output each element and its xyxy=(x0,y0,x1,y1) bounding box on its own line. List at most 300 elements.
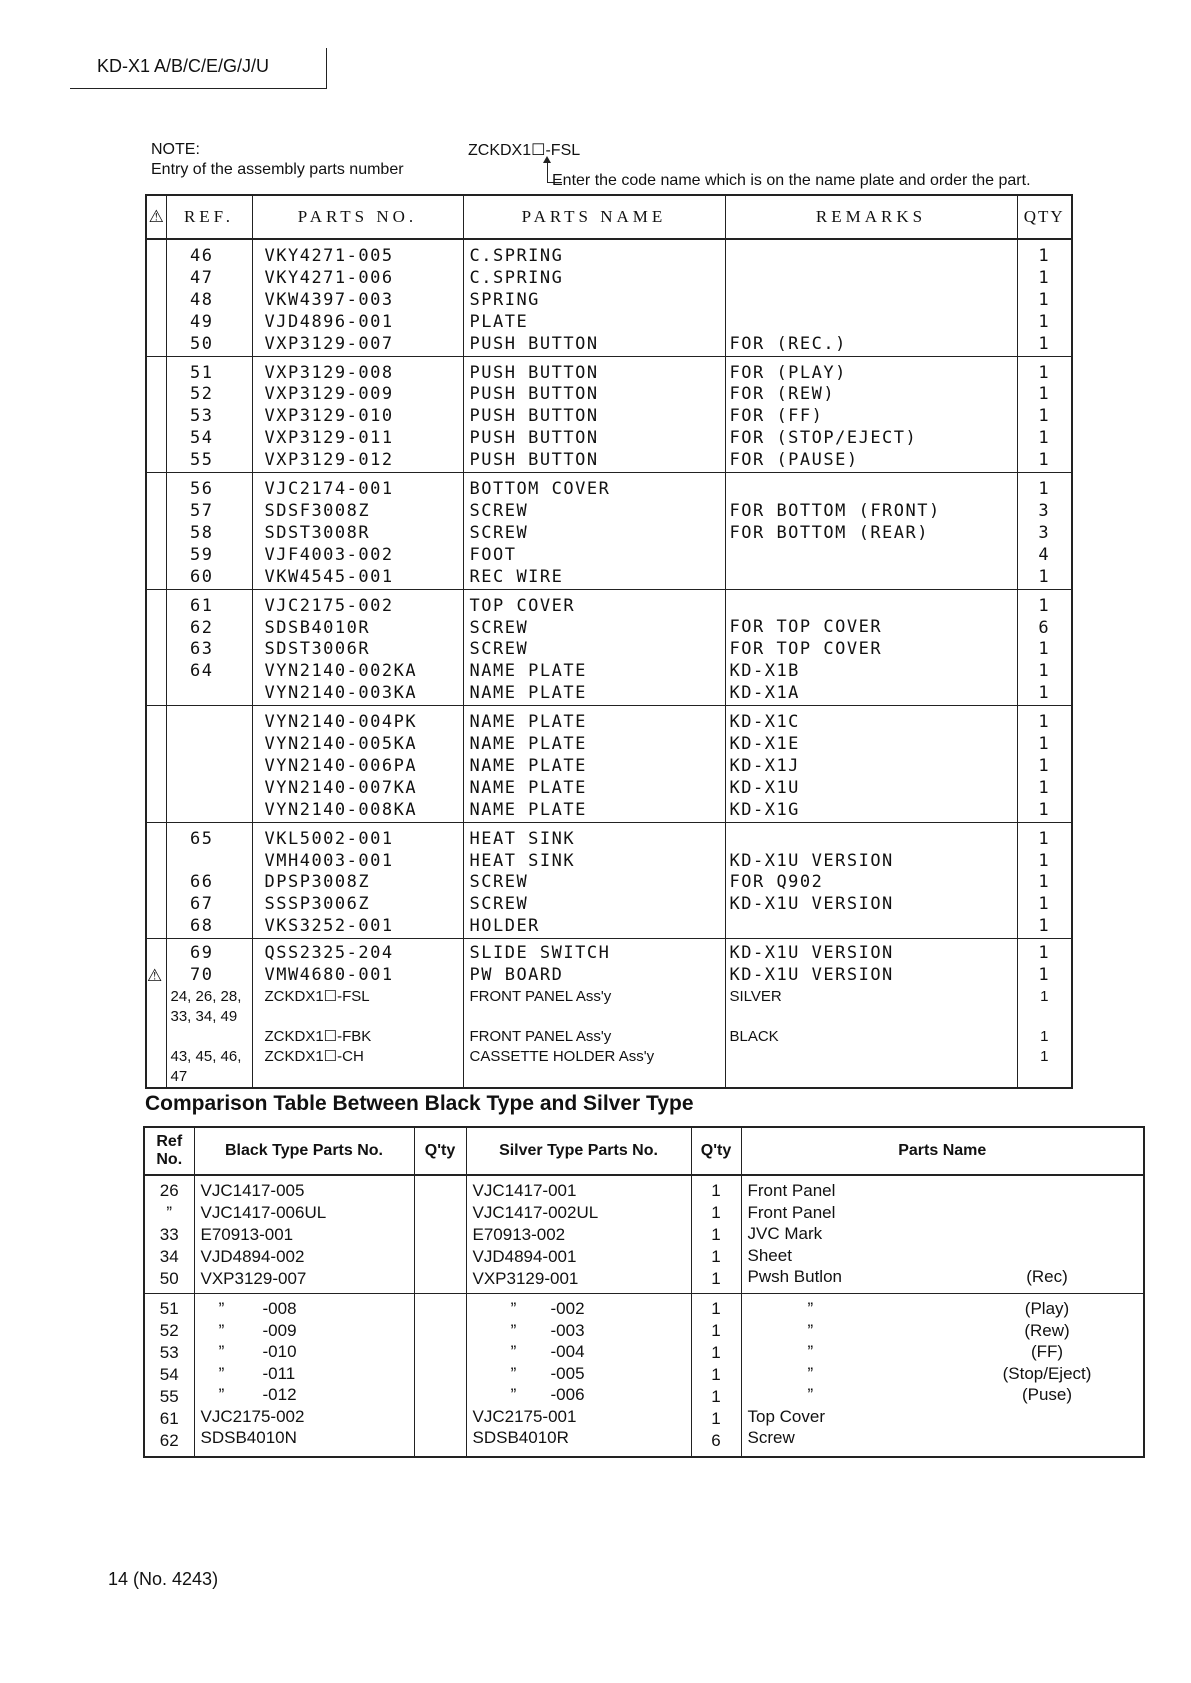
col-qty-black: Q'ty xyxy=(414,1127,466,1175)
ref-number: 47 xyxy=(190,267,214,288)
part-name: REC WIRE xyxy=(469,566,564,587)
comparison-group-2 xyxy=(144,1294,1144,1457)
ref-number: 53 xyxy=(190,406,214,427)
remark xyxy=(730,829,1017,851)
black-part-number-row xyxy=(201,1298,408,1320)
silver-part-number-row xyxy=(473,1341,685,1363)
quantity: 1 xyxy=(711,1268,721,1288)
note-text: Entry of the assembly parts number xyxy=(151,161,404,178)
parts-name-row xyxy=(748,1180,1138,1202)
quantity: 1 xyxy=(711,1246,721,1266)
ditto-mark: ” xyxy=(510,1299,517,1319)
parts-name-cell xyxy=(741,1175,1144,1294)
quantity: 1 xyxy=(1038,894,1051,915)
quantity: 1 xyxy=(1038,712,1051,733)
black-part-number-row xyxy=(201,1363,408,1385)
parts-name-row xyxy=(748,1363,1138,1385)
ref-no: 62 xyxy=(159,1430,179,1450)
parts-note: (Stop/Eject) xyxy=(1002,1363,1092,1383)
ref-cell xyxy=(166,939,252,1088)
black-part-number: VJC1417-006UL xyxy=(200,1202,327,1222)
quantity: 1 xyxy=(711,1408,721,1428)
silver-part-number: VXP3129-001 xyxy=(472,1268,579,1288)
part-name: HEAT SINK xyxy=(469,828,576,849)
part-name: SCREW xyxy=(469,639,529,660)
remark: FOR (PLAY) xyxy=(729,362,847,383)
parts-name: ” xyxy=(807,1363,814,1383)
remark xyxy=(730,916,1017,938)
part-number: VYN2140-008KA xyxy=(264,799,418,820)
silver-part-number-row xyxy=(473,1298,685,1320)
col-ref: REF. xyxy=(166,195,252,239)
black-part-number: -008 xyxy=(262,1299,297,1319)
silver-part-number-row xyxy=(473,1384,685,1406)
assy-quantity: 1 xyxy=(1040,1028,1049,1045)
part-number: VXP3129-009 xyxy=(264,384,394,405)
qty-cell xyxy=(1017,939,1072,1088)
black-part-number: VJD4894-002 xyxy=(200,1246,305,1266)
parts-header-row xyxy=(146,195,1072,239)
ref-number: 49 xyxy=(190,311,214,332)
part-name: NAME PLATE xyxy=(469,712,587,733)
quantity: 1 xyxy=(1038,734,1051,755)
silver-part-number: -003 xyxy=(550,1320,585,1340)
remark xyxy=(730,479,1017,501)
quantity: 1 xyxy=(1038,916,1051,937)
parts-no-cell xyxy=(252,473,463,590)
part-number: VYN2140-005KA xyxy=(264,734,418,755)
part-number: VXP3129-008 xyxy=(264,362,394,383)
parts-group-assembly xyxy=(146,939,1072,1088)
ref-number: 69 xyxy=(190,943,214,964)
part-number: VYN2140-004PK xyxy=(264,712,418,733)
part-number: VKS3252-001 xyxy=(264,916,394,937)
parts-name: Top Cover xyxy=(747,1406,825,1426)
black-part-number: -009 xyxy=(262,1320,297,1340)
part-name: SCREW xyxy=(469,522,529,543)
quantity: 3 xyxy=(1038,522,1051,543)
black-part-number: VJC1417-005 xyxy=(200,1181,305,1200)
parts-note: (Puse) xyxy=(1021,1385,1073,1405)
silver-part-number: E70913-002 xyxy=(472,1224,566,1244)
part-number: VMH4003-001 xyxy=(264,850,394,871)
ditto-mark: ” xyxy=(218,1363,225,1383)
remark xyxy=(730,268,1017,290)
ref-number: 56 xyxy=(190,479,214,500)
parts-name-row xyxy=(748,1384,1138,1406)
part-number: VKL5002-001 xyxy=(264,828,394,849)
ref-number xyxy=(167,800,214,822)
part-number: VYN2140-006PA xyxy=(264,755,418,776)
qty-black-cell xyxy=(414,1175,466,1294)
remark: FOR Q902 xyxy=(729,872,824,893)
silver-part-number: VJC2175-001 xyxy=(472,1406,577,1426)
code-instruction: Enter the code name which is on the name plate and order the part. xyxy=(552,172,1031,189)
quantity: 1 xyxy=(1038,850,1051,871)
parts-name-cell xyxy=(463,589,725,706)
part-number: QSS2325-204 xyxy=(264,943,394,964)
part-number: VKW4545-001 xyxy=(264,566,394,587)
assy-part-name: FRONT PANEL Ass'y xyxy=(469,1028,612,1045)
parts-name: Front Panel xyxy=(747,1181,836,1200)
parts-group xyxy=(146,239,1072,356)
ditto-mark: ” xyxy=(510,1363,517,1383)
parts-name-row xyxy=(748,1298,1138,1320)
parts-name-row xyxy=(748,1406,1138,1428)
ref-number xyxy=(167,734,214,756)
ref-number: 52 xyxy=(190,384,214,405)
qty-cell xyxy=(1017,706,1072,823)
parts-name: ” xyxy=(807,1342,814,1362)
black-part-number: -010 xyxy=(262,1342,297,1362)
remark: FOR BOTTOM (FRONT) xyxy=(729,500,941,521)
parts-name: Sheet xyxy=(747,1245,792,1265)
remarks-cell xyxy=(725,589,1017,706)
assy-ref xyxy=(167,1027,252,1047)
parts-name-cell xyxy=(463,356,725,473)
parts-name: ” xyxy=(807,1320,814,1340)
assy-ref-line: 47 xyxy=(170,1068,188,1085)
black-parts-cell xyxy=(194,1294,414,1457)
ref-number: 64 xyxy=(190,661,214,682)
quantity: 1 xyxy=(1038,683,1051,704)
part-number: SSSP3006Z xyxy=(264,894,371,915)
qty-black-cell xyxy=(414,1294,466,1457)
ref-no: 53 xyxy=(159,1343,179,1363)
remark xyxy=(730,596,1017,618)
qty-silver-cell xyxy=(691,1294,741,1457)
parts-group xyxy=(146,822,1072,939)
quantity: 1 xyxy=(1038,828,1051,849)
part-name: HOLDER xyxy=(469,916,540,937)
remark: FOR (REC.) xyxy=(729,333,847,354)
quantity: 1 xyxy=(1038,450,1051,471)
parts-name-cell xyxy=(463,239,725,356)
parts-name: Screw xyxy=(747,1428,795,1448)
ref-no: 50 xyxy=(159,1268,179,1288)
assy-ref-line: 43, 45, 46, xyxy=(170,1048,242,1065)
qty-cell xyxy=(1017,589,1072,706)
col-remarks: REMARKS xyxy=(725,195,1017,239)
quantity: 1 xyxy=(1038,384,1051,405)
ref-number: 68 xyxy=(190,916,214,937)
part-number: VXP3129-012 xyxy=(264,450,394,471)
assy-ref-line: 24, 26, 28, xyxy=(170,988,242,1005)
remark xyxy=(730,290,1017,312)
ref-number xyxy=(167,712,214,734)
black-part-number-row xyxy=(201,1406,408,1428)
parts-name-row xyxy=(748,1202,1138,1224)
note-label: NOTE: xyxy=(151,141,200,158)
ref-number: 55 xyxy=(190,450,214,471)
part-name: C.SPRING xyxy=(469,246,564,266)
ref-no: 54 xyxy=(159,1365,179,1385)
part-name: SCREW xyxy=(469,894,529,915)
ref-no: 51 xyxy=(159,1299,179,1319)
ref-cell xyxy=(166,589,252,706)
ref-number: 62 xyxy=(190,617,214,638)
parts-note xyxy=(957,1202,1137,1224)
ref-number: 70 xyxy=(190,965,214,986)
silver-part-number: -006 xyxy=(550,1385,585,1405)
ref-number: 66 xyxy=(190,872,214,893)
quantity: 1 xyxy=(711,1321,721,1341)
ref-no-cell xyxy=(144,1294,194,1457)
ref-number: 58 xyxy=(190,522,214,543)
part-name: HEAT SINK xyxy=(469,850,576,871)
ref-number: 50 xyxy=(190,333,214,354)
safety-cell xyxy=(146,473,166,590)
ref-number: 46 xyxy=(190,246,214,266)
ref-no-cell xyxy=(144,1175,194,1294)
ref-no: 26 xyxy=(159,1181,179,1200)
remark: KD-X1B xyxy=(729,661,800,682)
part-name: TOP COVER xyxy=(469,595,576,616)
part-name: NAME PLATE xyxy=(469,799,587,820)
ref-number: 60 xyxy=(190,566,214,587)
remarks-cell xyxy=(725,239,1017,356)
silver-part-number: VJC1417-001 xyxy=(472,1181,577,1200)
header-rule xyxy=(70,88,327,89)
part-name: NAME PLATE xyxy=(469,661,587,682)
qty-cell xyxy=(1017,473,1072,590)
assy-quantity: 1 xyxy=(1040,988,1049,1005)
quantity: 6 xyxy=(1038,617,1051,638)
part-name: NAME PLATE xyxy=(469,777,587,798)
assy-part-number: ZCKDX1☐-CH xyxy=(264,1048,364,1065)
parts-name-cell xyxy=(463,706,725,823)
quantity: 1 xyxy=(1038,362,1051,383)
part-number: VYN2140-007KA xyxy=(264,777,418,798)
parts-name: Pwsh Butlon xyxy=(747,1267,842,1286)
quantity: 1 xyxy=(1038,267,1051,288)
parts-group xyxy=(146,473,1072,590)
black-part-number-row xyxy=(201,1341,408,1363)
silver-part-number: VJD4894-001 xyxy=(472,1246,577,1266)
header-rule-vertical xyxy=(326,48,327,89)
page-number: 14 (No. 4243) xyxy=(108,1569,219,1589)
quantity: 1 xyxy=(1038,246,1051,266)
parts-note xyxy=(957,1223,1137,1245)
quantity: 3 xyxy=(1038,500,1051,521)
ref-cell xyxy=(166,473,252,590)
quantity: 1 xyxy=(1038,311,1051,332)
parts-name-row xyxy=(748,1341,1138,1363)
remark: KD-X1C xyxy=(729,712,800,733)
parts-name: ” xyxy=(807,1385,814,1405)
parts-note xyxy=(957,1406,1137,1428)
parts-no-cell xyxy=(252,822,463,939)
assy-remark: SILVER xyxy=(729,988,782,1005)
ref-number: 48 xyxy=(190,289,214,310)
black-part-number-row xyxy=(201,1427,408,1449)
quantity: 1 xyxy=(1038,595,1051,616)
part-name: PW BOARD xyxy=(469,965,564,986)
part-name: PUSH BUTTON xyxy=(469,384,599,405)
ditto-mark: ” xyxy=(510,1320,517,1340)
parts-group xyxy=(146,589,1072,706)
silver-part-number-row xyxy=(473,1427,685,1449)
parts-note xyxy=(957,1180,1137,1202)
part-name: NAME PLATE xyxy=(469,683,587,704)
ref-number: 51 xyxy=(190,362,214,383)
qty-cell xyxy=(1017,822,1072,939)
part-name: C.SPRING xyxy=(469,267,564,288)
col-parts-name: PARTS NAME xyxy=(463,195,725,239)
ref-no: 33 xyxy=(159,1224,179,1244)
part-name: NAME PLATE xyxy=(469,755,587,776)
spacer xyxy=(147,943,166,965)
quantity: 4 xyxy=(1038,544,1051,565)
remark xyxy=(730,312,1017,334)
quantity: 1 xyxy=(711,1181,721,1200)
part-number: VJD4896-001 xyxy=(264,311,394,332)
part-number: VYN2140-002KA xyxy=(264,661,418,682)
silver-part-number: -002 xyxy=(550,1299,585,1319)
part-number: VXP3129-011 xyxy=(264,428,394,449)
remark: FOR (FF) xyxy=(729,406,824,427)
remark: KD-X1U VERSION xyxy=(729,850,894,871)
part-number: VJC2175-002 xyxy=(264,595,394,616)
part-name: SPRING xyxy=(469,289,540,310)
part-number: VKY4271-006 xyxy=(264,267,394,288)
comparison-group-1 xyxy=(144,1175,1144,1294)
assy-part-name: CASSETTE HOLDER Ass'y xyxy=(469,1048,655,1065)
ditto-mark: ” xyxy=(218,1299,225,1319)
col-black-parts: Black Type Parts No. xyxy=(194,1127,414,1175)
quantity: 1 xyxy=(1038,943,1051,964)
quantity: 1 xyxy=(1038,661,1051,682)
parts-no-cell xyxy=(252,939,463,1088)
parts-name-row xyxy=(748,1223,1138,1245)
ref-number xyxy=(167,851,214,873)
ref-no: 52 xyxy=(159,1321,179,1341)
ref-no: 55 xyxy=(159,1387,179,1407)
silver-part-number: VJC1417-002UL xyxy=(472,1202,599,1222)
remarks-cell xyxy=(725,706,1017,823)
remark: KD-X1E xyxy=(729,734,800,755)
part-name: SLIDE SWITCH xyxy=(469,943,611,964)
part-number: VXP3129-010 xyxy=(264,406,394,427)
quantity: 1 xyxy=(1038,965,1051,986)
part-number: SDST3006R xyxy=(264,639,371,660)
silver-part-number: -004 xyxy=(550,1342,585,1362)
parts-no-cell xyxy=(252,589,463,706)
black-part-number: VJC2175-002 xyxy=(200,1406,305,1426)
quantity: 1 xyxy=(1038,777,1051,798)
quantity: 1 xyxy=(711,1365,721,1385)
part-name: PUSH BUTTON xyxy=(469,428,599,449)
remark: KD-X1U VERSION xyxy=(729,943,894,964)
ref-cell xyxy=(166,822,252,939)
parts-name-row xyxy=(748,1266,1138,1288)
part-name: FOOT xyxy=(469,544,517,565)
quantity: 1 xyxy=(1038,755,1051,776)
ref-number: 54 xyxy=(190,428,214,449)
black-part-number: E70913-001 xyxy=(200,1224,294,1244)
black-part-number: -011 xyxy=(262,1363,296,1383)
quantity: 1 xyxy=(711,1299,721,1319)
parts-name-row xyxy=(748,1320,1138,1342)
parts-name: JVC Mark xyxy=(747,1224,823,1243)
remarks-cell xyxy=(725,356,1017,473)
ref-number xyxy=(167,683,214,705)
quantity: 1 xyxy=(1038,289,1051,310)
part-number: VKW4397-003 xyxy=(264,289,394,310)
parts-no-cell xyxy=(252,706,463,823)
assy-ref xyxy=(167,987,252,1027)
parts-name-row xyxy=(748,1427,1138,1449)
silver-part-number-row xyxy=(473,1363,685,1385)
remark: KD-X1U VERSION xyxy=(729,894,894,915)
ref-number: 65 xyxy=(190,828,214,849)
ref-number: 59 xyxy=(190,544,214,565)
parts-name: Front Panel xyxy=(747,1202,836,1222)
safety-cell xyxy=(146,589,166,706)
quantity: 1 xyxy=(1038,566,1051,587)
ditto-mark: ” xyxy=(510,1385,517,1405)
black-part-number: SDSB4010N xyxy=(200,1428,297,1448)
part-name: SCREW xyxy=(469,872,529,893)
quantity: 1 xyxy=(711,1224,721,1244)
parts-note: (Play) xyxy=(1024,1299,1070,1319)
silver-part-number-row xyxy=(473,1320,685,1342)
ref-number: 61 xyxy=(190,595,214,616)
ref-cell xyxy=(166,239,252,356)
part-name: SCREW xyxy=(469,500,529,521)
col-qty: QTY xyxy=(1017,195,1072,239)
ditto-mark: ” xyxy=(218,1385,225,1405)
assy-part-name: FRONT PANEL Ass'y xyxy=(469,988,612,1005)
assy-part-number: ZCKDX1☐-FSL xyxy=(264,988,370,1005)
parts-name-cell xyxy=(741,1294,1144,1457)
col-silver-parts: Silver Type Parts No. xyxy=(466,1127,691,1175)
safety-cell xyxy=(146,822,166,939)
quantity: 1 xyxy=(711,1343,721,1363)
warning-icon: ⚠ xyxy=(146,195,166,239)
remark xyxy=(730,545,1017,567)
safety-cell xyxy=(146,239,166,356)
black-part-number-row xyxy=(201,1384,408,1406)
parts-no-cell xyxy=(252,239,463,356)
part-number: SDSB4010R xyxy=(264,617,371,638)
parts-note: (Rec) xyxy=(1026,1267,1068,1286)
parts-name-cell xyxy=(463,822,725,939)
part-name: PUSH BUTTON xyxy=(469,450,599,471)
black-parts-cell xyxy=(194,1175,414,1294)
remark: KD-X1A xyxy=(729,683,800,704)
part-number: VMW4680-001 xyxy=(264,965,394,986)
ditto-mark: ” xyxy=(510,1342,517,1362)
remark: FOR TOP COVER xyxy=(729,617,883,638)
silver-parts-cell xyxy=(466,1294,691,1457)
warning-icon: ⚠ xyxy=(147,966,163,986)
qty-cell xyxy=(1017,239,1072,356)
col-parts-no: PARTS NO. xyxy=(252,195,463,239)
remark: KD-X1G xyxy=(729,799,800,820)
black-part-number: -012 xyxy=(262,1385,297,1405)
ditto-mark: ” xyxy=(218,1342,225,1362)
part-number: VJF4003-002 xyxy=(264,544,394,565)
remark: KD-X1J xyxy=(729,755,800,776)
remark: FOR BOTTOM (REAR) xyxy=(729,522,929,543)
assy-ref-line xyxy=(171,1027,252,1047)
ref-number: 67 xyxy=(190,894,214,915)
remark: FOR TOP COVER xyxy=(729,639,883,660)
parts-group xyxy=(146,356,1072,473)
safety-cell xyxy=(146,939,166,1088)
silver-parts-cell xyxy=(466,1175,691,1294)
